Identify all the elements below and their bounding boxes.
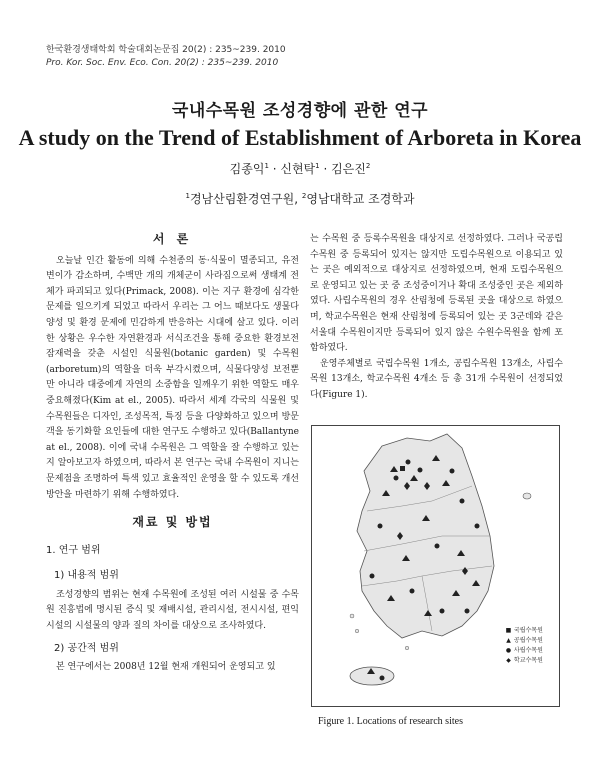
section-title-methods: 재료 및 방법: [132, 515, 213, 530]
site-marker: [418, 468, 423, 473]
spatial-scope-continued: 는 수목원 중 등록수목원을 대상지로 선정하였다. 그러나 국공립수목원 중 등록되어 있지는 않지만 도립수목원으로 이용되고 있는 곳은 예외적으로 대상지로 선정하였으며, 현재 도립수목원으로 운영되고 있는 곳 중 조성중이거나 확대 조성중인 곳은 제외하였다. 사립수목원의 경우 산림청에 등록된 곳을 대상으로 하였으며, 학교수목원은 현재 산림청에 등록되어 있는 곳 3군데와 같은 서울대 수목원이지만 등록되어 있지 않은 수원수목원을 함께 포함하였다.: [310, 234, 563, 354]
site-marker: [440, 609, 445, 614]
authors: 김종익$^1$ · 신현탁$^1$ · 김은진$^2$: [229, 162, 371, 176]
paper-title-korean: 국내수목원 조성경향에 관한 연구: [171, 101, 429, 121]
island: [355, 629, 359, 633]
site-marker: [435, 544, 440, 549]
content-scope-paragraph: 조성경향의 범위는 현재 수목원에 조성된 여러 시설물 중 수목원 진흥법에 명시된 증식 및 재배시설, 관리시설, 전시시설, 편익시설의 시설물의 양과 질의 차이를 대상으로 조사하였다.: [46, 589, 299, 632]
subheading-spatial-scope: 2) 공간적 범위: [54, 642, 119, 654]
site-marker: [450, 469, 455, 474]
site-marker: [378, 524, 383, 529]
subheading-content-scope: 1) 내용적 범위: [54, 570, 119, 582]
spatial-scope-paragraph: 본 연구에서는 2008년 12월 현재 개원되어 운영되고 있: [56, 662, 276, 673]
left-column: [46, 232, 299, 676]
journal-citation-english: Pro. Kor. Soc. Env. Eco. Con. 20(2) : 235~239. 2010: [46, 58, 279, 68]
section-title-intro: 서 론: [152, 232, 193, 246]
legend-item: ■ 국립수목원: [505, 627, 543, 634]
legend-item: ◆ 학교수목원: [506, 657, 543, 664]
korea-map-figure: [311, 425, 560, 707]
author-name: 김종익: [229, 162, 265, 176]
site-marker: [475, 524, 480, 529]
author-name: 김은진: [331, 162, 366, 176]
site-marker: [380, 676, 385, 681]
map-legend: [505, 626, 543, 666]
island: [523, 493, 531, 499]
legend-item: ▲ 공립수목원: [506, 637, 543, 644]
paper-title-english: A study on the Trend of Establishment of Arboreta in Korea: [18, 125, 582, 150]
island: [350, 614, 354, 618]
selection-summary-paragraph: 운영주체별로 국립수목원 1개소, 공립수목원 13개소, 사립수목원 13개소, 학교수목원 4개소 등 총 31개 수목원이 선정되었다(Figure 1).: [310, 358, 563, 400]
right-column: [310, 232, 563, 404]
figure-caption: Figure 1. Locations of research sites: [318, 716, 463, 727]
site-marker: [410, 589, 415, 594]
site-marker: [460, 499, 465, 504]
site-marker: [406, 460, 411, 465]
intro-paragraph: 오늘날 인간 활동에 의해 수천종의 동·식물이 멸종되고, 유전변이가 감소하며, 수백만 개의 개체군이 사라짐으로써 생태계 전체가 파괴되고 있다(Primack, 2008). 이는 지구 환경에 심각한 문제를 일으키게 되었고 따라서 우리는 그 어느 때보다도 생물다양성 및 환경 문제에 민감하게 반응하는 시대에 살고 있다. 이러한 상황은 우수한 자연환경과 서식조건을 통해 중요한 환경보전 잠재력을 갖춘 시설인 식물원(botanic garden) 및 수목원(arboretum)의 역할을 더욱 부각시켰으며, 식물다양성 보전뿐만 아니라 대중에게 자연의 소중함을 일깨우기 위한 역할도 매우 중요해졌다(Kim at el., 2005). 따라서 세계 각국의 식물원 및 수목원들은 디자인, 조성목적, 특징 등을 다양화하고 있으며 방문객을 동기화할 요인들에 대한 연구도 수행하고 있다(Ballantyne at el., 2008). 이에 국내 수목원은 그 역할을 잘 수행하고 있는지 알아보고자 하였으며, 따라서 본 연구는 국내 수목원이 지니는 문제점을 조명하여 특색 있고 효율적인 운영을 할 수 있도록 개선방안을 마련하기 위해 수행하였다.: [46, 255, 299, 500]
author-name: 신현탁: [280, 162, 316, 176]
site-marker: [370, 574, 375, 579]
subheading-research-scope: 1. 연구 범위: [46, 544, 101, 556]
affiliations: $^1$경남산림환경연구원, $^2$영남대학교 조경학과: [185, 192, 415, 206]
journal-citation-korean: 한국환경생태학회 학술대회논문집 20(2) : 235~239. 2010: [46, 45, 286, 55]
circle-icon: ●: [505, 647, 512, 654]
affiliation-1: 경남산림환경연구원,: [189, 192, 302, 206]
legend-item: ● 사립수목원: [505, 647, 543, 654]
square-icon: ■: [505, 627, 512, 634]
site-marker: [394, 476, 399, 481]
site-marker: [465, 609, 470, 614]
island: [405, 646, 409, 650]
site-marker: [400, 466, 405, 471]
diamond-icon: ◆: [506, 657, 511, 664]
affiliation-2: 영남대학교 조경학과: [306, 192, 415, 206]
triangle-icon: ▲: [506, 637, 511, 644]
